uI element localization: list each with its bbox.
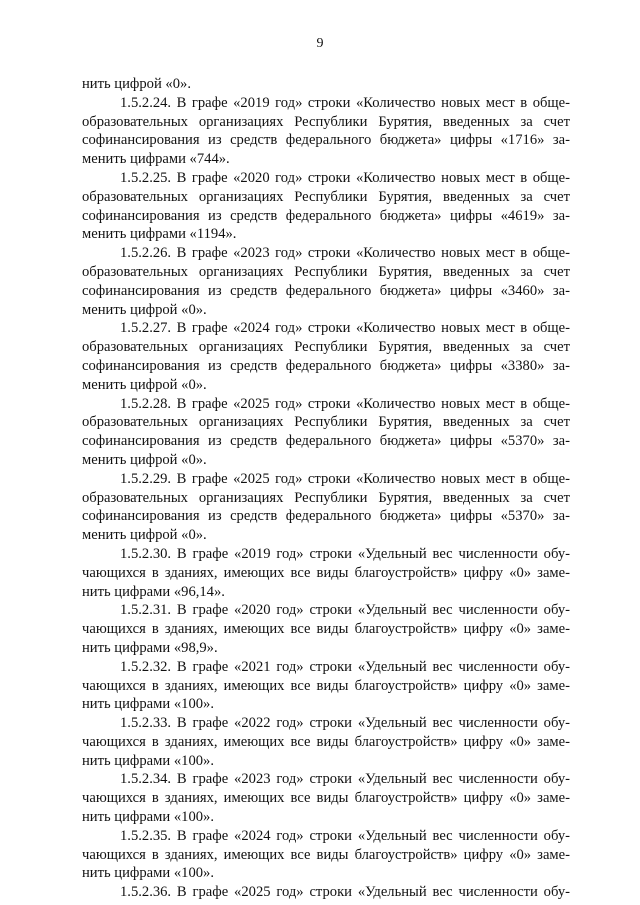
text-line: 1.5.2.29. В графе «2025 год» строки «Количество новых мест в обще- — [120, 470, 570, 487]
text-line: 1.5.2.26. В графе «2023 год» строки «Количество новых мест в обще- — [120, 245, 570, 262]
text-line: образовательных организациях Республики Бурятия, введенных за счет — [82, 263, 570, 280]
text-line: менить цифрой «0». — [82, 527, 207, 544]
text-line: образовательных организациях Республики Бурятия, введенных за счет — [82, 414, 570, 431]
text-line: нить цифрами «100». — [82, 809, 214, 826]
text-line: софинансирования из средств федерального бюджета» цифры «3460» за- — [82, 282, 570, 299]
text-line: менить цифрой «0». — [82, 451, 207, 468]
text-line: 1.5.2.27. В графе «2024 год» строки «Количество новых мест в обще- — [120, 320, 570, 337]
text-line: чающихся в зданиях, имеющих все виды благоустройств» цифру «0» заме- — [82, 621, 570, 638]
text-line: 1.5.2.32. В графе «2021 год» строки «Удельный вес численности обу- — [120, 658, 570, 675]
text-line: чающихся в зданиях, имеющих все виды благоустройств» цифру «0» заме- — [82, 790, 570, 807]
text-line: образовательных организациях Республики Бурятия, введенных за счет — [82, 113, 570, 130]
text-line: нить цифрой «0». — [82, 76, 191, 92]
text-line: софинансирования из средств федерального бюджета» цифры «1716» за- — [82, 132, 570, 149]
text-line: менить цифрой «0». — [82, 376, 207, 393]
text-line: образовательных организациях Республики Бурятия, введенных за счет — [82, 339, 570, 356]
text-line: чающихся в зданиях, имеющих все виды благоустройств» цифру «0» заме- — [82, 846, 570, 863]
text-line: менить цифрами «744». — [82, 151, 230, 168]
text-line: менить цифрами «1194». — [82, 226, 237, 243]
text-line: чающихся в зданиях, имеющих все виды благоустройств» цифру «0» заме- — [82, 733, 570, 750]
document-body — [82, 75, 570, 902]
text-line: нить цифрами «96,14». — [82, 583, 225, 600]
text-line: 1.5.2.35. В графе «2024 год» строки «Удельный вес численности обу- — [120, 827, 570, 844]
text-line: образовательных организациях Республики Бурятия, введенных за счет — [82, 489, 570, 506]
text-line: чающихся в зданиях, имеющих все виды благоустройств» цифру «0» заме- — [82, 564, 570, 581]
text-line: 1.5.2.24. В графе «2019 год» строки «Количество новых мест в обще- — [120, 94, 570, 111]
text-line: 1.5.2.30. В графе «2019 год» строки «Удельный вес численности обу- — [120, 545, 570, 562]
text-line: 1.5.2.25. В графе «2020 год» строки «Количество новых мест в обще- — [120, 169, 570, 186]
text-line: образовательных организациях Республики Бурятия, введенных за счет — [82, 188, 570, 205]
text-line: софинансирования из средств федерального бюджета» цифры «4619» за- — [82, 207, 570, 224]
text-line: 1.5.2.28. В графе «2025 год» строки «Количество новых мест в обще- — [120, 395, 570, 412]
text-line: нить цифрами «100». — [82, 696, 214, 713]
text-line: нить цифрами «100». — [82, 865, 214, 882]
text-line: чающихся в зданиях, имеющих все виды благоустройств» цифру «0» заме- — [82, 677, 570, 694]
text-line: 1.5.2.33. В графе «2022 год» строки «Удельный вес численности обу- — [120, 715, 570, 732]
text-line: 1.5.2.36. В графе «2025 год» строки «Удельный вес численности обу- — [120, 884, 570, 901]
text-line: 1.5.2.34. В графе «2023 год» строки «Удельный вес численности обу- — [120, 771, 570, 788]
text-line: 1.5.2.31. В графе «2020 год» строки «Удельный вес численности обу- — [120, 602, 570, 619]
text-line: нить цифрами «100». — [82, 752, 214, 769]
page-number: 9 — [316, 36, 324, 51]
text-line: софинансирования из средств федерального бюджета» цифры «5370» за- — [82, 433, 570, 450]
text-line: софинансирования из средств федерального бюджета» цифры «3380» за- — [82, 357, 570, 374]
text-line: нить цифрами «98,9». — [82, 639, 218, 656]
text-line: софинансирования из средств федерального бюджета» цифры «5370» за- — [82, 508, 570, 525]
text-line: менить цифрой «0». — [82, 301, 207, 318]
